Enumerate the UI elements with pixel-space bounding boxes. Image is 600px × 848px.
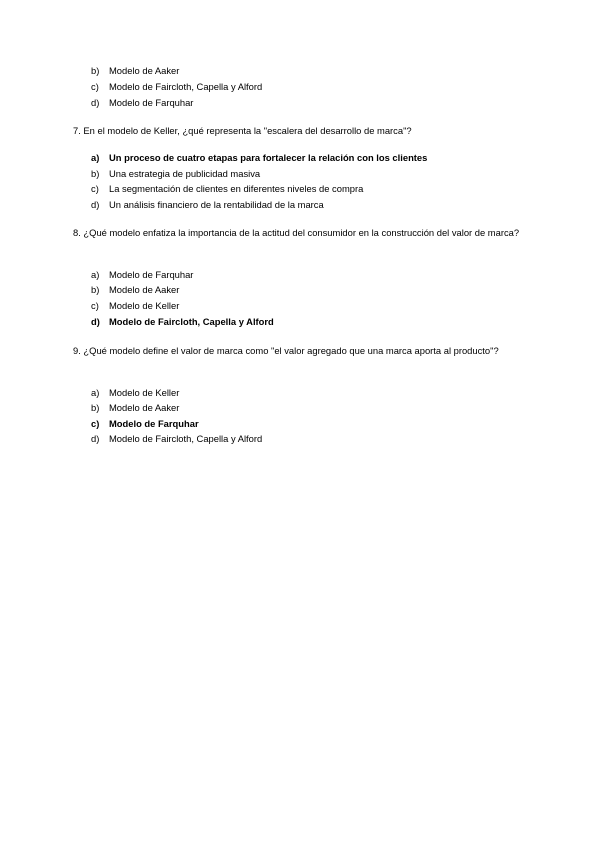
- option-letter: d): [91, 199, 100, 210]
- option-letter: c): [91, 300, 99, 311]
- option-letter: b): [91, 65, 100, 76]
- option-letter: a): [91, 152, 100, 163]
- option-text: Modelo de Farquhar: [109, 97, 194, 108]
- option-letter: d): [91, 316, 100, 327]
- option-text: Un proceso de cuatro etapas para fortalecer la relación con los clientes: [109, 152, 428, 163]
- question-7: 7. En el modelo de Keller, ¿qué representa la "escalera del desarrollo de marca"?: [73, 125, 412, 136]
- option-text: Modelo de Aaker: [109, 402, 180, 413]
- option-text: Un análisis financiero de la rentabilidad de la marca: [109, 199, 324, 210]
- option-letter: c): [91, 418, 100, 429]
- option-letter: b): [91, 168, 100, 179]
- option-text: Modelo de Farquhar: [109, 269, 194, 280]
- option-text: Modelo de Faircloth, Capella y Alford: [109, 433, 263, 444]
- option-text: Modelo de Aaker: [109, 65, 180, 76]
- question-8: 8. ¿Qué modelo enfatiza la importancia de la actitud del consumidor en la construcción del valor de marca?: [73, 227, 520, 238]
- option-text: Modelo de Aaker: [109, 284, 180, 295]
- option-text: Una estrategia de publicidad masiva: [109, 168, 261, 179]
- option-text: Modelo de Faircloth, Capella y Alford: [109, 316, 274, 327]
- option-text: Modelo de Keller: [109, 300, 180, 311]
- option-text: Modelo de Farquhar: [109, 418, 199, 429]
- option-letter: c): [91, 81, 99, 92]
- option-letter: d): [91, 97, 100, 108]
- option-letter: d): [91, 433, 100, 444]
- option-letter: b): [91, 284, 100, 295]
- option-text: Modelo de Keller: [109, 387, 180, 398]
- option-letter: c): [91, 183, 99, 194]
- option-text: Modelo de Faircloth, Capella y Alford: [109, 81, 263, 92]
- option-letter: b): [91, 402, 100, 413]
- option-letter: a): [91, 269, 100, 280]
- question-9: 9. ¿Qué modelo define el valor de marca como "el valor agregado que una marca aporta al producto"?: [73, 345, 499, 356]
- option-letter: a): [91, 387, 100, 398]
- option-text: La segmentación de clientes en diferentes niveles de compra: [109, 183, 364, 194]
